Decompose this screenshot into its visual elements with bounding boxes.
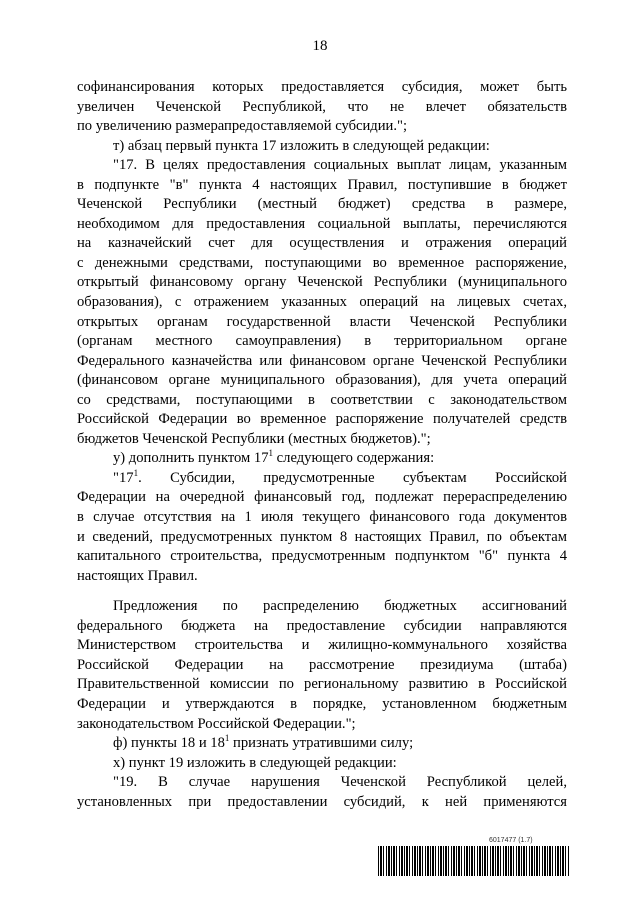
- text-line: [77, 734, 567, 754]
- text-line: увеличен Чеченской Республикой, что не влечет обязательств: [77, 98, 567, 115]
- page-number: 18: [312, 38, 328, 54]
- superscript: 1: [224, 733, 230, 744]
- text-line: открытый финансовому органу Чеченской Республики (муниципального: [77, 274, 567, 291]
- text-line: по увеличению размерапредоставляемой субсидии.";: [77, 118, 407, 135]
- text-line: (органам местного самоуправления) в территориальном органе: [77, 333, 567, 350]
- text-line: Чеченской Республики (местный бюджет) средства в размере,: [77, 196, 567, 213]
- text-line: Предложения по распределению бюджетных ассигнований: [113, 598, 567, 615]
- text-line: законодательством Российской Федерации.";: [77, 715, 356, 732]
- text-line: "19. В случае нарушения Чеченской Республикой целей,: [113, 774, 567, 791]
- text-line: Российской Федерации во временное распоряжение получателей средств: [77, 411, 567, 428]
- text-line: [77, 469, 567, 489]
- text-line: софинансирования которых предоставляется субсидия, может быть: [77, 79, 567, 95]
- text-line: установленных при предоставлении субсидий, к ней применяются: [77, 793, 567, 810]
- text-line: настоящих Правил.: [77, 567, 198, 584]
- text-line: образования), с отражением указанных операций на лицевых счетах,: [77, 294, 567, 311]
- text-line: капитального строительства, предусмотренным подпунктом "б" пункта 4: [77, 548, 567, 565]
- text-segment: следующего содержания:: [273, 450, 435, 467]
- text-segment: "17: [113, 469, 134, 486]
- text-line: в случае отсутствия на 1 июля текущего финансового года документов: [77, 509, 567, 526]
- text-line: федерального бюджета на предоставление субсидии направляются: [77, 617, 567, 634]
- text-line: необходимом для предоставления социальной выплаты, перечисляются: [77, 215, 567, 232]
- text-line: Министерством строительства и жилищно-коммунального хозяйства: [77, 637, 567, 654]
- document-body: [77, 78, 567, 812]
- text-line: в подпункте "в" пункта 4 настоящих Правил, поступившие в бюджет: [77, 176, 567, 193]
- text-line: т) абзац первый пункта 17 изложить в следующей редакции:: [113, 137, 490, 154]
- text-line: (финансовом органе муниципального образования), для учета операций: [77, 372, 567, 389]
- text-segment: . Субсидии, предусмотренные субъектам Российской: [138, 469, 567, 486]
- text-line: с денежными средствами, поступающими во временное распоряжение,: [77, 254, 567, 271]
- text-line: на казначейский счет для осуществления и отражения операций: [77, 235, 567, 252]
- text-line: открытых органам государственной власти Чеченской Республики: [77, 313, 567, 330]
- text-line: х) пункт 19 изложить в следующей редакции:: [113, 754, 397, 771]
- text-line: Федерации и утверждаются в порядке, установленном бюджетным: [77, 695, 567, 712]
- paragraph-gap: [77, 586, 567, 597]
- text-line: бюджетов Чеченской Республики (местных бюджетов).";: [77, 430, 431, 447]
- text-segment: признать утратившими силу;: [229, 735, 414, 752]
- text-line: Федерального казначейства или финансовом органе Чеченской Республики: [77, 352, 567, 369]
- superscript: 1: [268, 448, 274, 459]
- text-line: "17. В целях предоставления социальных выплат лицам, указанным: [113, 157, 567, 174]
- text-line: со средствами, поступающими в соответствии с законодательством: [77, 391, 567, 408]
- text-line: Федерации на очередной финансовый год, подлежат перераспределению: [77, 489, 567, 506]
- text-line: [77, 449, 567, 469]
- text-line: Правительственной комиссии по региональному развитию в Российской: [77, 676, 567, 693]
- barcode-image: [378, 846, 570, 876]
- text-segment: ф) пункты 18 и 18: [113, 735, 225, 752]
- text-line: и сведений, предусмотренных пунктом 8 настоящих Правил, по объектам: [77, 528, 567, 545]
- text-line: Российской Федерации на рассмотрение президиума (штаба): [77, 656, 567, 673]
- document-code: 6017477 (1.7): [489, 837, 533, 844]
- text-segment: у) дополнить пунктом 17: [113, 450, 269, 467]
- superscript: 1: [133, 468, 139, 479]
